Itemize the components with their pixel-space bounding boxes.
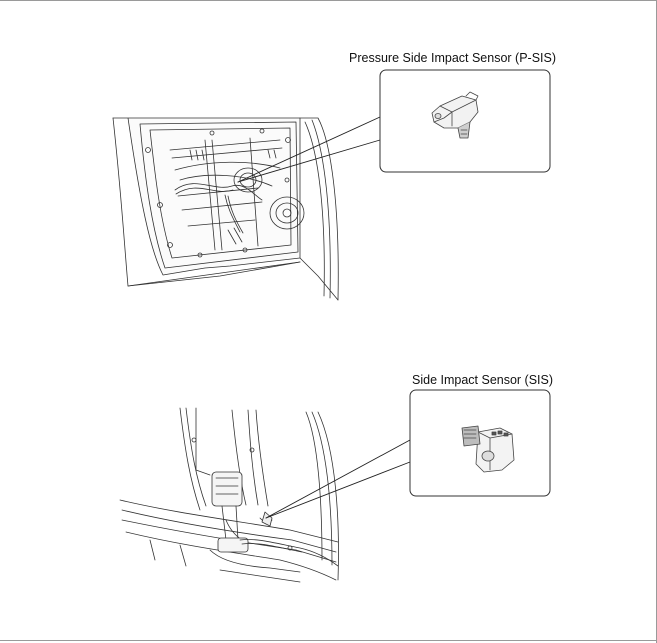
p-sis-label: Pressure Side Impact Sensor (P-SIS): [349, 51, 557, 65]
sis-leader-lines: [266, 440, 410, 518]
b-pillar-illustration: [120, 408, 338, 582]
sis-label: Side Impact Sensor (SIS): [412, 373, 554, 387]
front-door-illustration: [113, 118, 338, 300]
